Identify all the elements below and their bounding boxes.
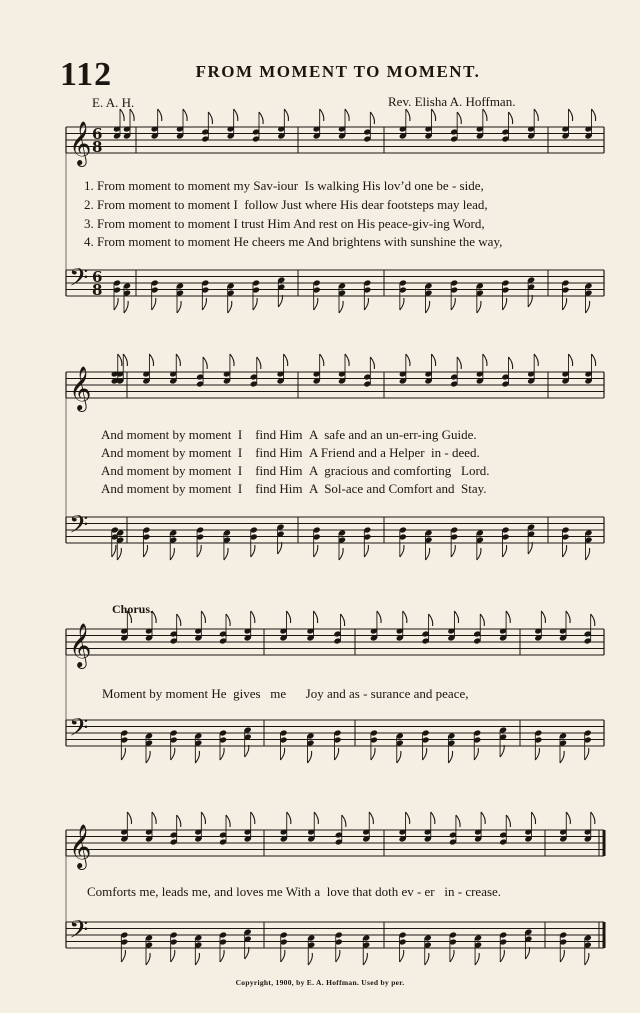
note-flag bbox=[123, 354, 127, 366]
note-flag bbox=[177, 815, 181, 827]
note-flag bbox=[403, 611, 407, 623]
note-flag bbox=[569, 109, 573, 121]
note-flag bbox=[120, 109, 124, 121]
note-flag bbox=[431, 812, 435, 824]
time-signature-bottom: 8 bbox=[92, 281, 103, 299]
note-flag bbox=[117, 548, 121, 560]
verse-3-line: 3. From moment to moment I trust Him And rest on His peace-giv-ing Word, bbox=[84, 216, 485, 231]
note-flag bbox=[585, 953, 589, 965]
note-flag bbox=[426, 548, 430, 560]
note-flag bbox=[426, 301, 430, 313]
note-flag bbox=[228, 301, 232, 313]
note-flag bbox=[124, 301, 128, 313]
note-flag bbox=[245, 947, 249, 959]
note-flag bbox=[477, 548, 481, 560]
note-flag bbox=[284, 109, 288, 121]
note-flag bbox=[363, 953, 367, 965]
note-flag bbox=[563, 298, 567, 310]
note-flag bbox=[483, 354, 487, 366]
note-flag bbox=[477, 301, 481, 313]
note-flag bbox=[314, 611, 318, 623]
note-flag bbox=[569, 354, 573, 366]
note-flag bbox=[245, 745, 249, 757]
note-flag bbox=[364, 545, 368, 557]
note-flag bbox=[591, 812, 595, 824]
note-flag bbox=[586, 548, 590, 560]
note-flag bbox=[509, 112, 513, 124]
note-flag bbox=[528, 542, 532, 554]
note-flag bbox=[370, 357, 374, 369]
note-flag bbox=[335, 748, 339, 760]
note-flag bbox=[406, 354, 410, 366]
note-flag bbox=[432, 354, 436, 366]
note-flag bbox=[425, 953, 429, 965]
note-flag bbox=[560, 950, 564, 962]
note-flag bbox=[506, 815, 510, 827]
note-flag bbox=[506, 611, 510, 623]
note-flag bbox=[454, 611, 458, 623]
note-flag bbox=[480, 614, 484, 626]
note-flag bbox=[339, 301, 343, 313]
note-flag bbox=[566, 812, 570, 824]
lyricist-credit: Rev. Elisha A. Hoffman. bbox=[388, 94, 516, 109]
note-flag bbox=[541, 611, 545, 623]
treble-clef-icon: 𝄞 bbox=[69, 623, 92, 667]
bass-clef-icon: 𝄢 bbox=[69, 263, 89, 299]
chorus-label: Chorus. bbox=[112, 602, 154, 616]
note-flag bbox=[118, 354, 122, 366]
note-flag bbox=[278, 295, 282, 307]
note-flag bbox=[278, 542, 282, 554]
note-flag bbox=[226, 614, 230, 626]
page-number: 112 bbox=[60, 56, 113, 93]
note-flag bbox=[483, 109, 487, 121]
bass-clef-icon: 𝄢 bbox=[69, 713, 89, 749]
note-flag bbox=[474, 748, 478, 760]
note-flag bbox=[281, 748, 285, 760]
note-flag bbox=[259, 112, 263, 124]
note-flag bbox=[197, 545, 201, 557]
note-flag bbox=[535, 748, 539, 760]
note-flag bbox=[281, 950, 285, 962]
time-signature-top: 6 bbox=[92, 268, 103, 286]
note-flag bbox=[127, 812, 131, 824]
note-flag bbox=[450, 950, 454, 962]
note-flag bbox=[112, 545, 116, 557]
note-flag bbox=[308, 953, 312, 965]
note-flag bbox=[400, 545, 404, 557]
note-flag bbox=[592, 354, 596, 366]
note-flag bbox=[202, 298, 206, 310]
note-flag bbox=[183, 109, 187, 121]
note-flag bbox=[397, 751, 401, 763]
note-flag bbox=[121, 748, 125, 760]
note-flag bbox=[525, 947, 529, 959]
note-flag bbox=[208, 112, 212, 124]
note-flag bbox=[314, 298, 318, 310]
verse-1-line: 1. From moment to moment my Sav-iour Is walking His lov’d one be - side, bbox=[84, 178, 484, 193]
note-flag bbox=[509, 357, 513, 369]
note-flag bbox=[481, 812, 485, 824]
note-flag bbox=[345, 354, 349, 366]
note-flag bbox=[234, 109, 238, 121]
note-flag bbox=[226, 815, 230, 827]
refrain-line-3: And moment by moment I find Him A gracious and comforting Lord. bbox=[101, 463, 490, 478]
note-flag bbox=[195, 953, 199, 965]
bass-clef-icon: 𝄢 bbox=[69, 915, 89, 951]
note-flag bbox=[203, 357, 207, 369]
note-flag bbox=[371, 748, 375, 760]
note-flag bbox=[451, 298, 455, 310]
note-flag bbox=[176, 354, 180, 366]
note-flag bbox=[566, 611, 570, 623]
verse-4-line: 4. From moment to moment He cheers me And brightens with sunshine the way, bbox=[84, 234, 503, 249]
note-flag bbox=[149, 354, 153, 366]
note-flag bbox=[377, 611, 381, 623]
note-flag bbox=[287, 611, 291, 623]
composer-credit: E. A. H. bbox=[92, 95, 135, 110]
note-flag bbox=[448, 751, 452, 763]
note-flag bbox=[195, 751, 199, 763]
note-flag bbox=[341, 614, 345, 626]
refrain-line-4: And moment by moment I find Him A Sol-ace and Comfort and Stay. bbox=[101, 481, 487, 496]
note-flag bbox=[370, 112, 374, 124]
note-flag bbox=[591, 614, 595, 626]
note-flag bbox=[171, 950, 175, 962]
note-flag bbox=[369, 812, 373, 824]
note-flag bbox=[251, 611, 255, 623]
note-flag bbox=[586, 301, 590, 313]
verse-2-line: 2. From moment to moment I follow Just where His dear footsteps may lead, bbox=[84, 197, 488, 212]
note-flag bbox=[158, 109, 162, 121]
note-flag bbox=[503, 545, 507, 557]
note-flag bbox=[320, 109, 324, 121]
note-flag bbox=[336, 950, 340, 962]
note-flag bbox=[528, 295, 532, 307]
time-signature-bottom: 8 bbox=[92, 138, 103, 156]
note-flag bbox=[314, 812, 318, 824]
note-flag bbox=[251, 812, 255, 824]
chorus-line-1: Moment by moment He gives me Joy and as - surance and peace, bbox=[102, 686, 469, 701]
note-flag bbox=[308, 751, 312, 763]
note-flag bbox=[146, 953, 150, 965]
note-flag bbox=[563, 545, 567, 557]
note-flag bbox=[287, 812, 291, 824]
note-flag bbox=[592, 109, 596, 121]
note-flag bbox=[503, 298, 507, 310]
note-flag bbox=[457, 357, 461, 369]
treble-clef-icon: 𝄞 bbox=[69, 366, 92, 410]
note-flag bbox=[456, 815, 460, 827]
treble-clef-icon: 𝄞 bbox=[69, 824, 92, 868]
note-flag bbox=[560, 751, 564, 763]
note-flag bbox=[201, 611, 205, 623]
note-flag bbox=[220, 950, 224, 962]
time-signature-top: 6 bbox=[92, 125, 103, 143]
note-flag bbox=[257, 357, 261, 369]
note-flag bbox=[500, 745, 504, 757]
note-flag bbox=[251, 545, 255, 557]
note-flag bbox=[177, 614, 181, 626]
note-flag bbox=[230, 354, 234, 366]
bass-clef-icon: 𝄢 bbox=[69, 510, 89, 546]
note-flag bbox=[475, 953, 479, 965]
note-flag bbox=[170, 548, 174, 560]
note-flag bbox=[400, 950, 404, 962]
note-flag bbox=[146, 751, 150, 763]
note-flag bbox=[253, 298, 257, 310]
note-flag bbox=[406, 109, 410, 121]
note-flag bbox=[284, 354, 288, 366]
note-flag bbox=[457, 112, 461, 124]
refrain-line-2: And moment by moment I find Him A Friend and a Helper in - deed. bbox=[101, 445, 480, 460]
note-flag bbox=[429, 614, 433, 626]
note-flag bbox=[406, 812, 410, 824]
note-flag bbox=[432, 109, 436, 121]
note-flag bbox=[500, 950, 504, 962]
note-flag bbox=[201, 812, 205, 824]
note-flag bbox=[177, 301, 181, 313]
note-flag bbox=[130, 109, 134, 121]
note-flag bbox=[400, 298, 404, 310]
note-flag bbox=[314, 545, 318, 557]
note-flag bbox=[531, 812, 535, 824]
note-flag bbox=[114, 298, 118, 310]
note-flag bbox=[345, 109, 349, 121]
note-flag bbox=[121, 950, 125, 962]
copyright-notice: Copyright, 1900, by E. A. Hoffman. Used by per. bbox=[235, 978, 405, 987]
note-flag bbox=[364, 298, 368, 310]
refrain-line-1: And moment by moment I find Him A safe and an un-err-ing Guide. bbox=[101, 427, 477, 442]
note-flag bbox=[152, 812, 156, 824]
note-flag bbox=[451, 545, 455, 557]
note-flag bbox=[339, 548, 343, 560]
note-flag bbox=[585, 748, 589, 760]
note-flag bbox=[320, 354, 324, 366]
note-flag bbox=[423, 748, 427, 760]
note-flag bbox=[534, 354, 538, 366]
note-flag bbox=[171, 748, 175, 760]
note-flag bbox=[224, 548, 228, 560]
chorus-line-2: Comforts me, leads me, and loves me With a love that doth ev - er in - crease. bbox=[87, 884, 502, 899]
note-flag bbox=[152, 298, 156, 310]
hymn-title: FROM MOMENT TO MOMENT. bbox=[195, 62, 481, 81]
note-flag bbox=[342, 815, 346, 827]
note-flag bbox=[534, 109, 538, 121]
treble-clef-icon: 𝄞 bbox=[69, 121, 92, 165]
note-flag bbox=[143, 545, 147, 557]
note-flag bbox=[220, 748, 224, 760]
